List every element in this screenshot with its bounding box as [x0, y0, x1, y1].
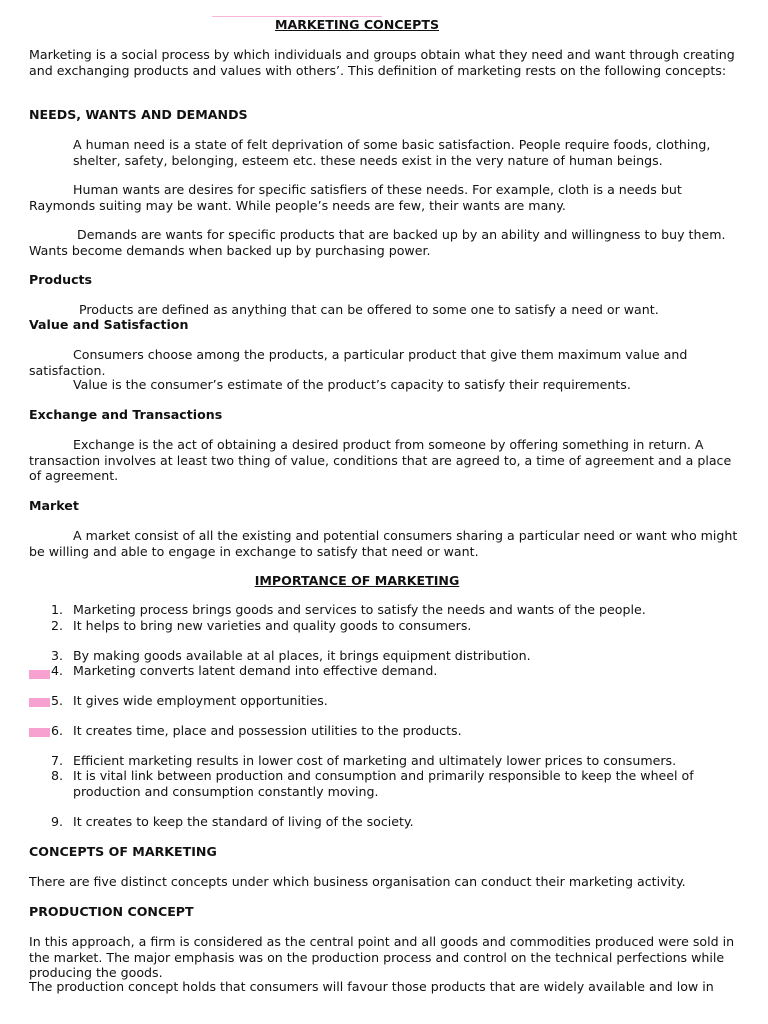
exchange-paragraph: Exchange is the act of obtaining a desired product from someone by offering something in return. A transaction involves at least two thing of value, conditions that are agreed to, a time of agreement and a place of agreement.	[29, 437, 732, 483]
heading-market: Market	[29, 498, 79, 513]
products-paragraph: Products are defined as anything that can be offered to some one to satisfy a need or want.	[79, 302, 659, 317]
demands-paragraph: Demands are wants for specific products that are backed up by an ability and willingness to buy them. Wants become demands when backed up by purchasing power.	[29, 227, 726, 258]
heading-production-concept: PRODUCTION CONCEPT	[29, 904, 194, 919]
needs-paragraph: A human need is a state of felt deprivation of some basic satisfaction. People require foods, clothing, shelter, safety, belonging, esteem etc. these needs exist in the very nature of human beings.	[73, 137, 711, 168]
wants-paragraph: Human wants are desires for specific satisfiers of these needs. For example, cloth is a needs but Raymonds suiting may be want. While people’s needs are few, their wants are many.	[29, 182, 682, 213]
concepts-paragraph: There are five distinct concepts under which business organisation can conduct their marketing activity.	[29, 874, 686, 889]
production-paragraph-1: In this approach, a firm is considered as the central point and all goods and commodities produced were sold in the market. The major emphasis was on the production process and control on the technical perfections while producing the goods.	[29, 934, 735, 980]
value-paragraph-2: Value is the consumer’s estimate of the product’s capacity to satisfy their requirements.	[73, 377, 631, 392]
value-paragraph-1: Consumers choose among the products, a particular product that give them maximum value and satisfaction.	[29, 347, 688, 378]
heading-value-satisfaction: Value and Satisfaction	[29, 317, 189, 332]
heading-products: Products	[29, 272, 93, 287]
document-title: MARKETING CONCEPTS	[274, 17, 440, 32]
heading-exchange-transactions: Exchange and Transactions	[29, 407, 223, 422]
heading-importance-of-marketing: IMPORTANCE OF MARKETING	[254, 573, 460, 588]
heading-needs-wants-demands: NEEDS, WANTS AND DEMANDS	[29, 107, 248, 122]
intro-paragraph: Marketing is a social process by which individuals and groups obtain what they need and want through creating and exchanging products and values with others’. This definition of marketing rests on the following concepts:	[29, 47, 735, 78]
heading-concepts-of-marketing: CONCEPTS OF MARKETING	[29, 844, 217, 859]
production-paragraph-2: The production concept holds that consumers will favour those products that are widely available and low in	[29, 979, 714, 994]
market-paragraph: A market consist of all the existing and potential consumers sharing a particular need or want who might be willing and able to engage in exchange to satisfy that need or want.	[29, 528, 738, 559]
